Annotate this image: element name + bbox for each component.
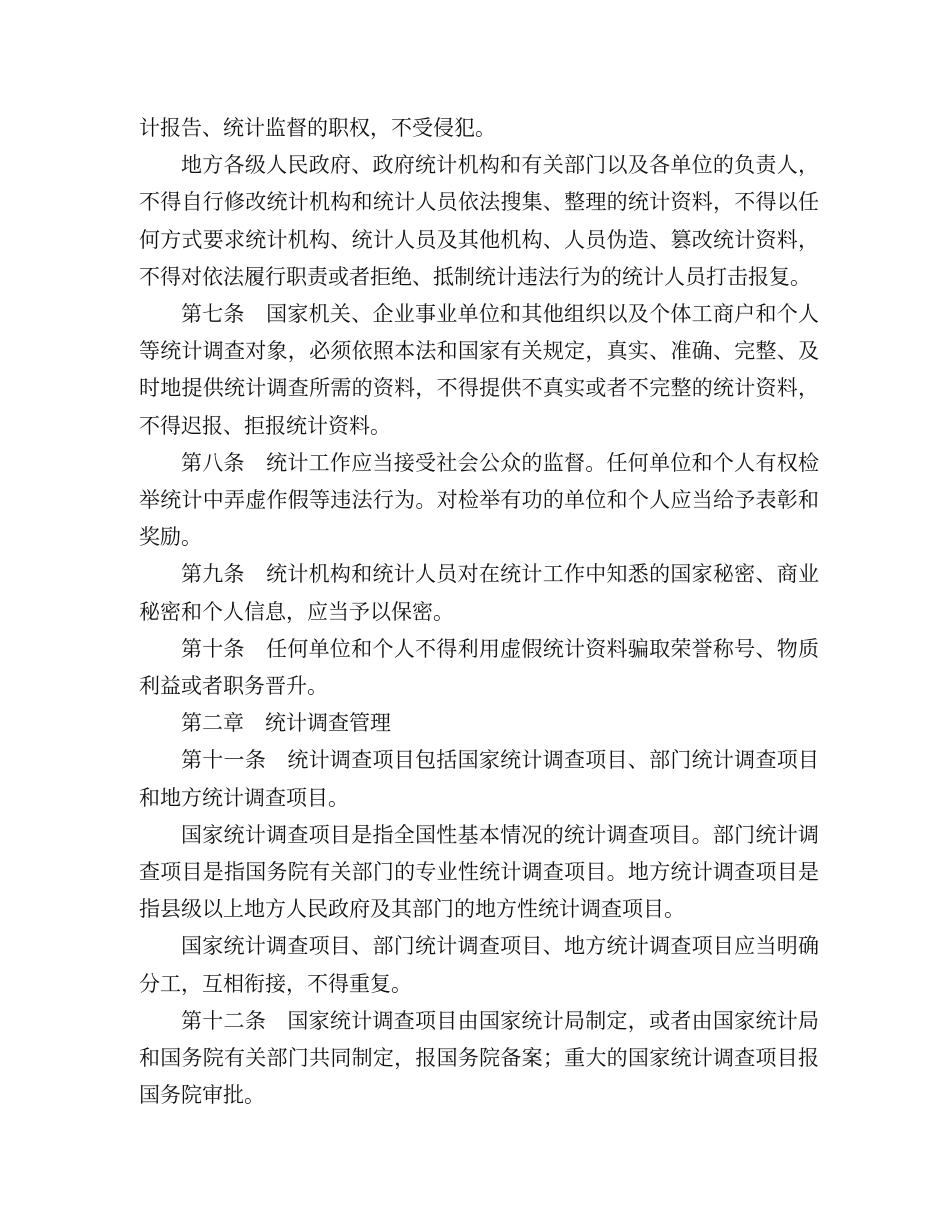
paragraph-division-of-work: 国家统计调查项目、部门统计调查项目、地方统计调查项目应当明确分工，互相衔接，不得重复。 [139, 934, 819, 996]
article-7: 第七条 国家机关、企业事业单位和其他组织以及个体工商户和个人等统计调查对象，必须依照本法和国家有关规定，真实、准确、完整、及时地提供统计调查所需的资料，不得提供不真实或者不完整的统计资料，不得迟报、拒报统计资料。 [139, 302, 819, 438]
article-11: 第十一条 统计调查项目包括国家统计调查项目、部门统计调查项目和地方统计调查项目。 [139, 748, 819, 810]
paragraph-local-officials: 地方各级人民政府、政府统计机构和有关部门以及各单位的负责人，不得自行修改统计机构和统计人员依法搜集、整理的统计资料，不得以任何方式要求统计机构、统计人员及其他机构、人员伪造、篡改统计资料，不得对依法履行职责或者拒绝、抵制统计违法行为的统计人员打击报复。 [139, 153, 819, 289]
paragraph-continuation: 计报告、统计监督的职权，不受侵犯。 [139, 116, 496, 140]
chapter-2-heading: 第二章 统计调查管理 [181, 711, 391, 736]
article-12: 第十二条 国家统计调查项目由国家统计局制定，或者由国家统计局和国务院有关部门共同制定，报国务院备案；重大的国家统计调查项目报国务院审批。 [139, 1008, 819, 1108]
paragraph-survey-definitions: 国家统计调查项目是指全国性基本情况的统计调查项目。部门统计调查项目是指国务院有关部门的专业性统计调查项目。地方统计调查项目是指县级以上地方人民政府及其部门的地方性统计调查项目。 [139, 822, 819, 922]
article-9: 第九条 统计机构和统计人员对在统计工作中知悉的国家秘密、商业秘密和个人信息，应当予以保密。 [139, 562, 819, 624]
article-8: 第八条 统计工作应当接受社会公众的监督。任何单位和个人有权检举统计中弄虚作假等违法行为。对检举有功的单位和个人应当给予表彰和奖励。 [139, 450, 819, 550]
article-10: 第十条 任何单位和个人不得利用虚假统计资料骗取荣誉称号、物质利益或者职务晋升。 [139, 636, 819, 699]
document-page [139, 110, 819, 1114]
